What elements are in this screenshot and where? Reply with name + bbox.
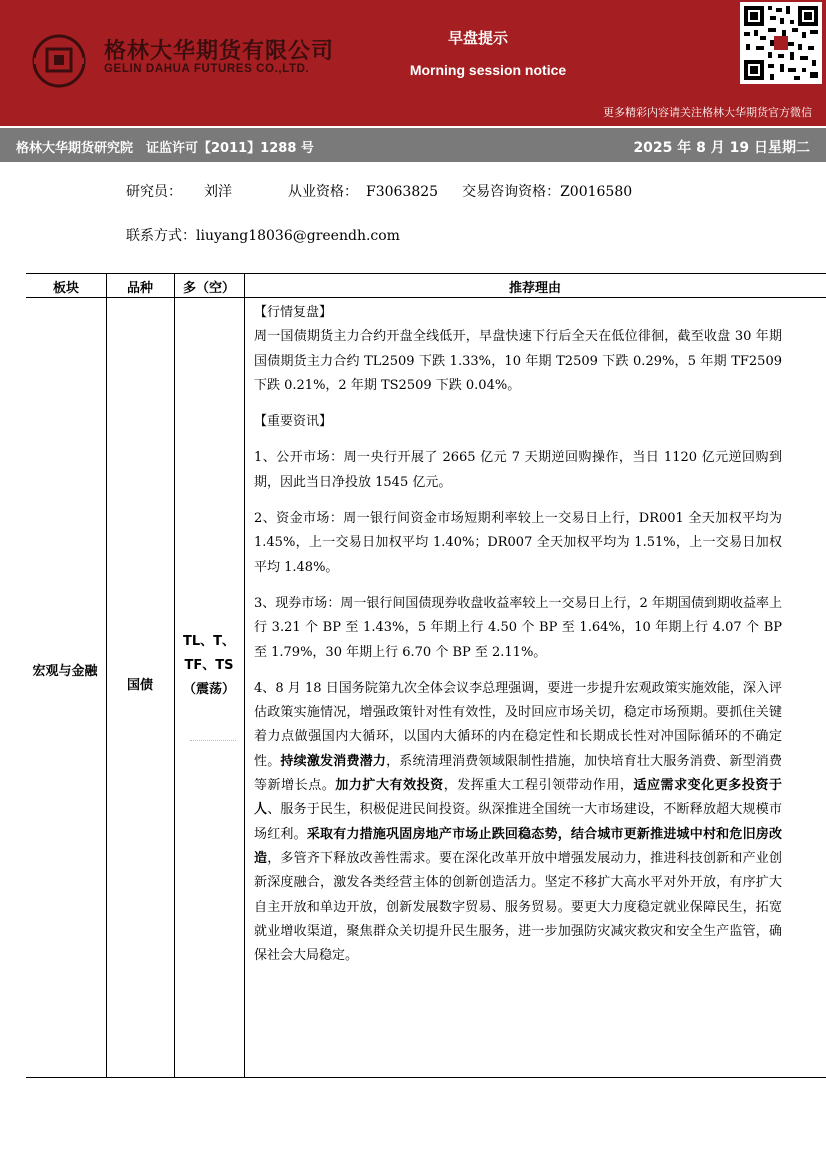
- header-variety: 品种: [126, 281, 153, 296]
- news-item-4: 4、8 月 18 日国务院第九次全体会议李总理强调，要进一步提升宏观政策实施效能，深入评估政策实施情况，增强政策针对性有效性，及时回应市场关切，稳定市场预期。要抓住关键着力点做强国内大循环，以国内大循环的内在稳定性和长期成长性对冲国际循环的不确定性。持续激发消费潜力，系统清理消费领域限制性措施，加快培育壮大服务消费、新型消费等新增长点。加力扩大有效投资，发挥重大工程引领带动作用，适应需求变化更多投资于人、服务于民生，积极促进民间投资。纵深推进全国统一大市场建设，不断释放超大规模市场红利。采取有力措施巩固房地产市场止跌回稳态势，结合城市更新推进城中村和危旧房改造，多管齐下释放改善性需求。要在深化改革开放中增强发展动力，推进科技创新和产业创新深度融合，激发各类经营主体的创新创造活力。坚定不移扩大高水平对外开放，有序扩大自主开放和单边开放，创新发展数字贸易、服务贸易。要更大力度稳定就业保障民生，拓宽就业增收渠道，聚焦群众关切提升民生服务，进一步加强防灾减灾救灾和安全生产监管，确保社会大局稳定。: [254, 680, 782, 964]
- news-item-3: 3、现券市场：周一银行间国债现券收盘收益率较上一交易日上行，2 年期国债到期收益率上行 3.21 个 BP 至 1.43%，5 年期上行 4.50 个 BP 至 1.64%，10 年期上行 4.07 个 BP 至 1.79%，30 年期上行 6.70 个 BP 至 2.11%。: [254, 595, 782, 660]
- news-item-1: 1、公开市场：周一央行开展了 2665 亿元 7 天期逆回购操作，当日 1120 亿元逆回购到期，因此当日净投放 1545 亿元。: [254, 450, 782, 490]
- header-sector: 板块: [52, 281, 79, 296]
- news-item-2: 2、资金市场：周一银行间资金市场短期利率较上一交易日上行，DR001 全天加权平均为 1.45%，上一交易日加权平均 1.40%；DR007 全天加权平均为 1.51%，上一交易日加权平均 1.48%。: [254, 511, 782, 575]
- consult-number: Z0016580: [560, 184, 633, 200]
- contact-line: [126, 225, 400, 245]
- contact-label: 联系方式：: [126, 228, 196, 244]
- report-date: 2025 年 8 月 19 日星期二: [633, 140, 810, 156]
- header-direction: 多（空）: [182, 281, 235, 296]
- direction-line-2: TF、TS: [184, 658, 234, 673]
- cert-number: F3063825: [366, 184, 439, 200]
- notice-title-cn: 早盘提示: [447, 29, 508, 47]
- notice-title-en: Morning session notice: [409, 62, 567, 78]
- company-logo-icon: [32, 34, 86, 88]
- reason-content: [254, 301, 782, 977]
- sector-cell: 宏观与金融: [32, 664, 98, 679]
- table-header-border: [26, 297, 826, 298]
- researcher-info-line: [126, 181, 632, 201]
- market-review-text: 周一国债期货主力合约开盘全线低开，早盘快速下行后全天在低位徘徊，截至收盘 30 年期国债期货主力合约 TL2509 下跌 1.33%，10 年期 T2509 下跌 0.29%，5 年期 TF2509 下跌 0.21%，2 年期 TS2509 下跌 0.04%。: [254, 329, 782, 393]
- consult-label: 交易咨询资格：: [462, 184, 561, 200]
- table-bottom-border: [26, 1077, 826, 1078]
- cert-label: 从业资格：: [288, 184, 358, 200]
- researcher-name: 刘洋: [204, 184, 232, 200]
- institute-bar: [0, 128, 826, 162]
- column-divider: [244, 274, 245, 1078]
- wechat-follow-note: 更多精彩内容请关注格林大华期货官方微信: [603, 106, 812, 119]
- qr-code-icon: [740, 2, 822, 84]
- direction-line-1: TL、T、: [182, 634, 236, 649]
- column-divider: [174, 274, 175, 1078]
- header-banner: [0, 0, 826, 126]
- market-review-title: 【行情复盘】: [254, 305, 333, 320]
- table-header: [26, 274, 826, 296]
- header-reason: 推荐理由: [508, 281, 561, 296]
- news-title: 【重要资讯】: [254, 414, 333, 430]
- company-name-en: GELIN DAHUA FUTURES CO.,LTD.: [104, 63, 310, 75]
- column-divider: [106, 274, 107, 1078]
- institute-license: 格林大华期货研究院 证监许可【2011】1288 号: [16, 141, 314, 156]
- direction-cell: [176, 630, 242, 702]
- company-name-cn: 格林大华期货有限公司: [104, 39, 335, 64]
- dotted-separator: [190, 740, 236, 741]
- direction-line-3: （震荡）: [182, 682, 235, 697]
- variety-cell: 国债: [126, 678, 153, 693]
- contact-email[interactable]: liuyang18036@greendh.com: [196, 228, 400, 244]
- researcher-label: 研究员：: [126, 184, 182, 200]
